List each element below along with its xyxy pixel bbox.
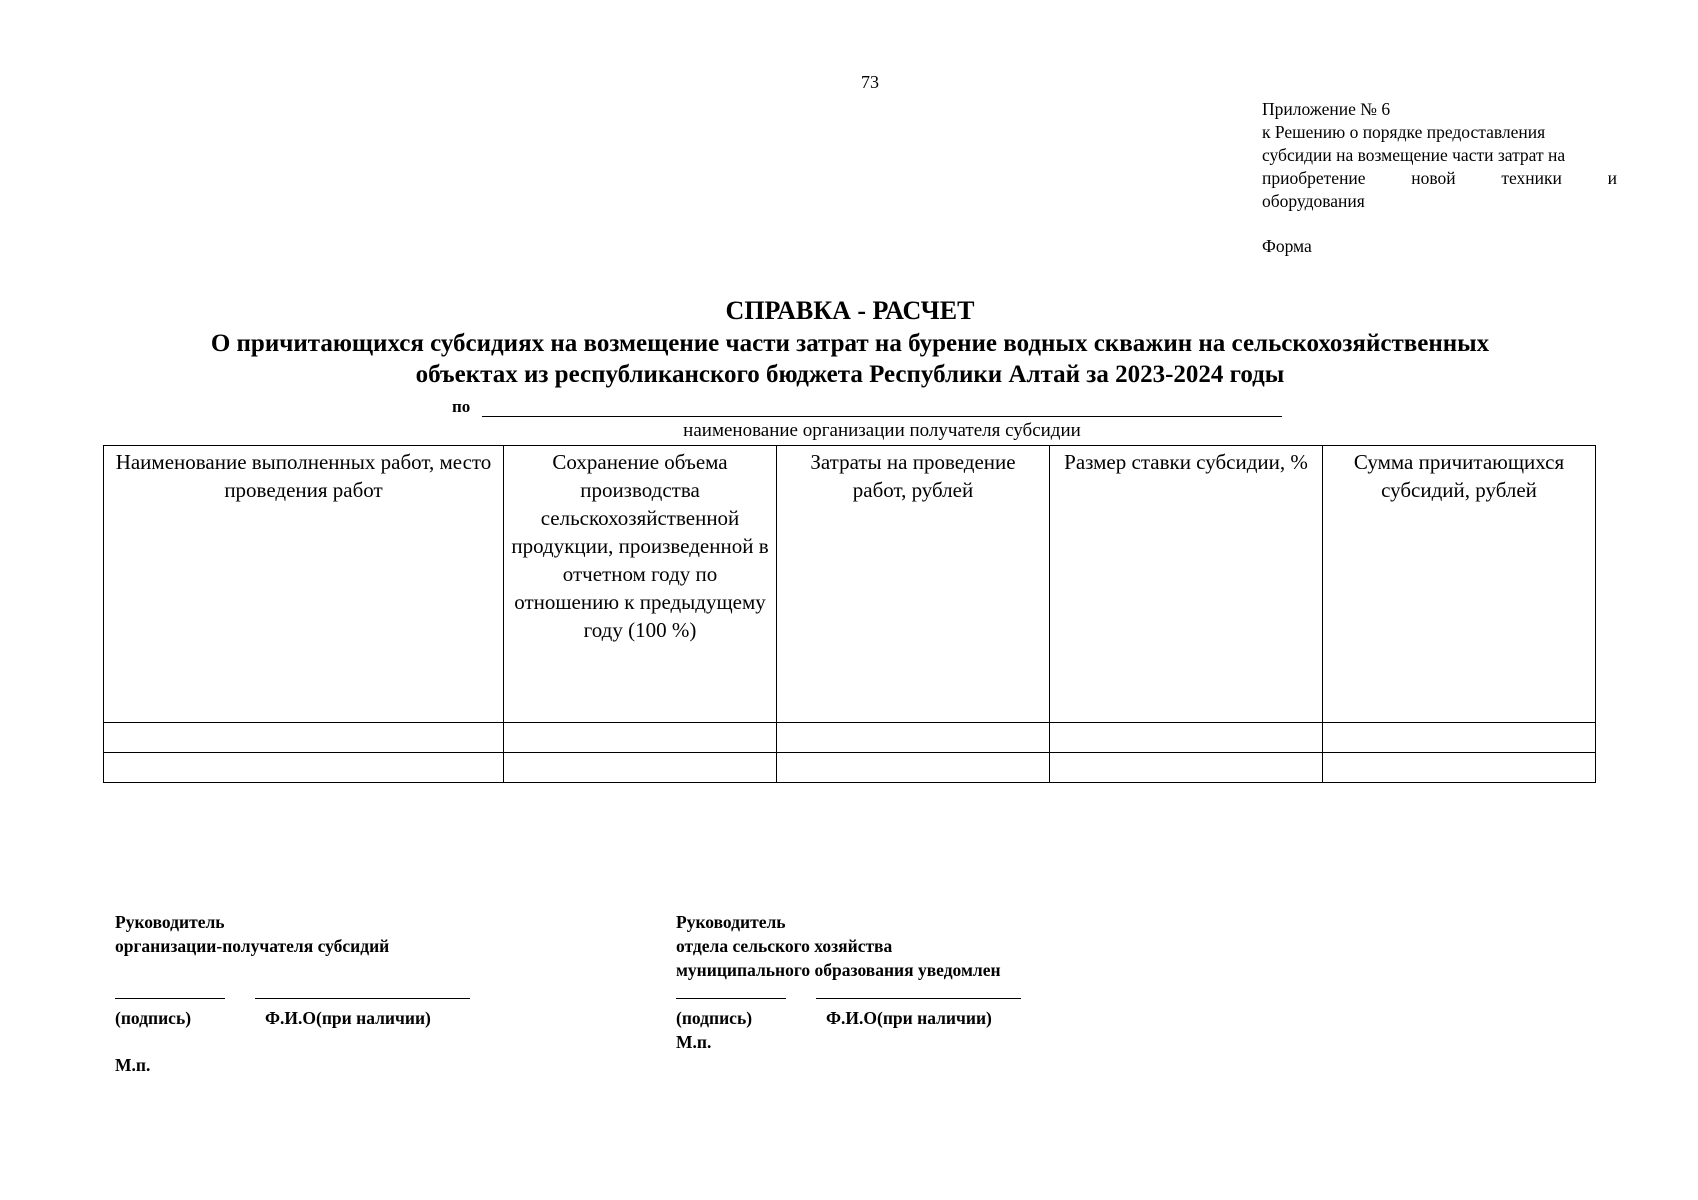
appendix-block	[1262, 98, 1617, 258]
appendix-ref-line: к Решению о порядке предоставления	[1262, 122, 1546, 142]
signer-title: муниципального образования уведомлен	[676, 960, 1001, 980]
table-cell[interactable]	[504, 753, 777, 783]
form-label: Форма	[1262, 236, 1312, 256]
recipient-caption: наименование организации получателя субсидии	[683, 420, 1081, 441]
header-works: Наименование выполненных работ, место проведения работ	[104, 446, 504, 723]
name-line[interactable]	[816, 998, 1021, 999]
stamp-label: М.п.	[115, 1055, 151, 1075]
table-cell[interactable]	[777, 753, 1050, 783]
appendix-number: Приложение № 6	[1262, 99, 1391, 119]
document-title	[100, 294, 1600, 390]
calculation-table	[103, 445, 1596, 783]
signature-caption: (подпись)	[676, 1008, 753, 1028]
signer-title: Руководитель	[115, 912, 225, 932]
signature-block-right	[676, 910, 1176, 1080]
table-cell[interactable]	[1050, 723, 1323, 753]
table-cell[interactable]	[1050, 753, 1323, 783]
table-header-row	[104, 446, 1596, 723]
signature-line[interactable]	[676, 998, 786, 999]
stamp-label: М.п.	[676, 1032, 712, 1052]
appendix-ref-line: приобретение новой техники и	[1262, 168, 1617, 188]
name-caption: Ф.И.О(при наличии)	[265, 1008, 431, 1028]
signature-caption: (подпись)	[115, 1008, 192, 1028]
table-cell[interactable]	[1323, 723, 1596, 753]
page-number: 73	[861, 72, 879, 92]
header-rate: Размер ставки субсидии, %	[1050, 446, 1323, 723]
signature-block-left	[115, 910, 535, 1080]
title-subtitle-line: объектах из республиканского бюджета Республики Алтай за 2023-2024 годы	[415, 361, 1285, 388]
signer-title: Руководитель	[676, 912, 786, 932]
table-cell[interactable]	[504, 723, 777, 753]
name-line[interactable]	[255, 998, 470, 999]
header-production: Сохранение объема производства сельскохозяйственной продукции, произведенной в отчетном году по отношению к предыдущему году (100 %)	[504, 446, 777, 723]
table-cell[interactable]	[104, 753, 504, 783]
header-costs: Затраты на проведение работ, рублей	[777, 446, 1050, 723]
signer-title: организации-получателя субсидий	[115, 936, 390, 956]
appendix-ref-line: субсидии на возмещение части затрат на	[1262, 145, 1566, 165]
table-cell[interactable]	[1323, 753, 1596, 783]
signature-line[interactable]	[115, 998, 225, 999]
table-row	[104, 753, 1596, 783]
table-cell[interactable]	[777, 723, 1050, 753]
header-subsidy-sum: Сумма причитающихся субсидий, рублей	[1323, 446, 1596, 723]
name-caption: Ф.И.О(при наличии)	[826, 1008, 992, 1028]
table-row	[104, 723, 1596, 753]
title-main: СПРАВКА - РАСЧЕТ	[725, 296, 975, 325]
title-subtitle-line: О причитающихся субсидиях на возмещение части затрат на бурение водных скважин на сельскохозяйственных	[210, 330, 1490, 357]
recipient-prefix: по	[452, 397, 471, 416]
appendix-ref-line: оборудования	[1262, 191, 1365, 211]
signer-title: отдела сельского хозяйства	[676, 936, 893, 956]
recipient-name-field[interactable]	[482, 416, 1282, 417]
table-cell[interactable]	[104, 723, 504, 753]
